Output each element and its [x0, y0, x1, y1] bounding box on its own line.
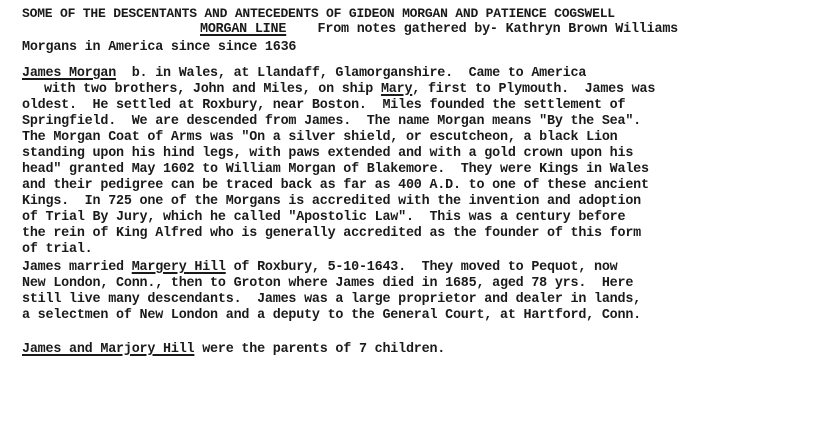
- para1-line-9: Kings. In 725 one of the Morgans is accredited with the invention and adoption: [22, 194, 642, 209]
- closing-line: James and Marjory Hill were the parents of 7 children.: [22, 342, 446, 357]
- parents-names: James and Marjory Hill: [22, 342, 195, 357]
- document-subtitle: [200, 22, 678, 38]
- since-line: Morgans in America since since 1636: [22, 40, 297, 55]
- para2-line-4: a selectmen of New London and a deputy to the General Court, at Hartford, Conn.: [22, 308, 642, 323]
- para1-line-3: oldest. He settled at Roxbury, near Boston. Miles founded the settlement of: [22, 98, 626, 113]
- document-title: SOME OF THE DESCENTANTS AND ANTECEDENTS OF GIDEON MORGAN AND PATIENCE COGSWELL: [22, 6, 615, 21]
- person-name-james-morgan: James Morgan: [22, 66, 117, 81]
- para2-line-2: New London, Conn., then to Groton where James died in 1685, aged 78 yrs. Here: [22, 276, 634, 291]
- para1-line-11: the rein of King Alfred who is generally accredited as the founder of this form: [22, 226, 642, 241]
- para1-line-7: head" granted May 1602 to William Morgan of Blakemore. They were Kings in Wales: [22, 162, 649, 177]
- para1-line-12: of trial.: [22, 242, 93, 257]
- para1-line-1: James Morgan b. in Wales, at Llandaff, Glamorganshire. Came to America: [22, 66, 587, 81]
- para1-line-8: and their pedigree can be traced back as far as 400 A.D. to one of these ancient: [22, 178, 649, 193]
- para1-line-2: with two brothers, John and Miles, on ship Mary, first to Plymouth. James was: [44, 82, 656, 97]
- para1-line-5: The Morgan Coat of Arms was "On a silver shield, or escutcheon, a black Lion: [22, 130, 618, 145]
- morgan-line-heading: MORGAN LINE: [200, 22, 287, 37]
- para1-line-4: Springfield. We are descended from James. The name Morgan means "By the Sea".: [22, 114, 642, 129]
- ship-name: Mary: [380, 82, 413, 97]
- spouse-name: Margery Hill: [131, 260, 226, 275]
- para1-line-6: standing upon his hind legs, with paws extended and with a gold crown upon his: [22, 146, 634, 161]
- para2-line-1: James married Margery Hill of Roxbury, 5-10-1643. They moved to Pequot, now: [22, 260, 618, 275]
- para1-line-10: of Trial By Jury, which he called "Apostolic Law". This was a century before: [22, 210, 626, 225]
- notes-credit: From notes gathered by- Kathryn Brown Williams: [317, 22, 678, 37]
- para2-line-3: still live many descendants. James was a large proprietor and dealer in lands,: [22, 292, 642, 307]
